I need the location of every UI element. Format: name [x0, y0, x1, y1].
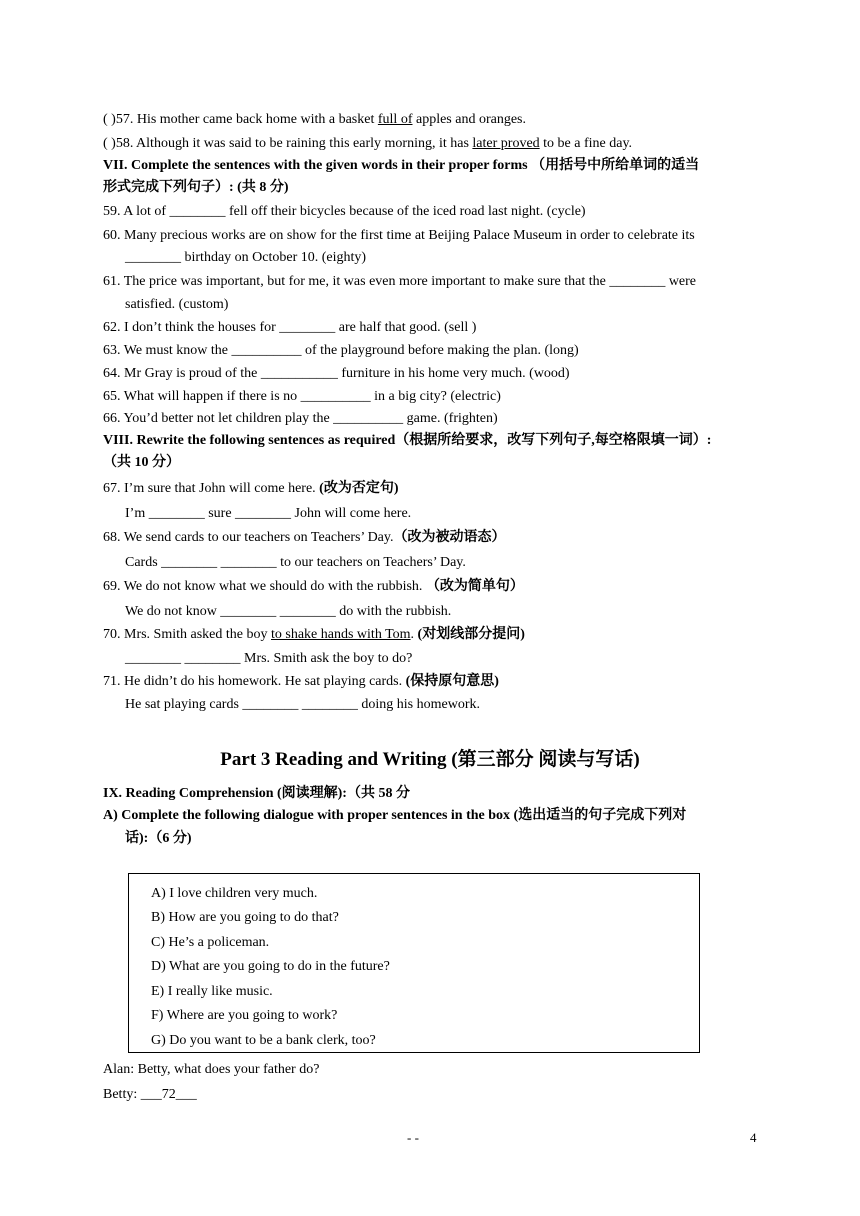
underlined-phrase: to shake hands with Tom [271, 627, 411, 642]
question-63: 63. We must know the __________ of the playground before making the plan. (long) [103, 343, 579, 358]
question-61: 61. The price was important, but for me, it was even more important to make sure that the ________ were [103, 274, 697, 289]
question-70: 70. Mrs. Smith asked the boy to shake hands with Tom. (对划线部分提问) [103, 627, 525, 642]
section-8-heading: VIII. Rewrite the following sentences as required（根据所给要求，改写下列句子,每空格限填一词）: [103, 433, 712, 448]
page-number: 4 [750, 1130, 757, 1145]
section-9a-heading: A) Complete the following dialogue with proper sentences in the box (选出适当的句子完成下列对 [103, 808, 687, 823]
question-60: 60. Many precious works are on show for the first time at Beijing Palace Museum in order to celebrate its [103, 228, 695, 243]
question-65: 65. What will happen if there is no __________ in a big city? (electric) [103, 389, 501, 404]
answer-71: He sat playing cards ________ ________ doing his homework. [125, 697, 481, 712]
underlined-phrase: full of [377, 112, 413, 127]
question-59: 59. A lot of ________ fell off their bicycles because of the iced road last night. (cycle) [103, 204, 586, 219]
answer-68: Cards ________ ________ to our teachers on Teachers’ Day. [125, 555, 466, 570]
answer-69: We do not know ________ ________ do with the rubbish. [125, 604, 452, 619]
question-60-cont: ________ birthday on October 10. (eighty) [125, 250, 367, 265]
question-58: ( )58. Although it was said to be raining this early morning, it has later proved to be a fine day. [103, 136, 633, 151]
instruction: (改为否定句) [319, 481, 399, 496]
instruction: （改为简单句） [425, 579, 524, 594]
instruction: (对划线部分提问) [417, 627, 525, 642]
option-e: E) I really like music. [151, 984, 273, 999]
instruction: (保持原句意思) [405, 674, 499, 689]
dialogue-alan: Alan: Betty, what does your father do? [103, 1062, 320, 1077]
instruction: （改为被动语态） [393, 530, 506, 545]
option-b: B) How are you going to do that? [151, 910, 339, 925]
options-box [128, 873, 700, 1053]
section-7-heading: VII. Complete the sentences with the given words in their proper forms （用括号中所给单词的适当 [103, 158, 700, 173]
question-57: ( )57. His mother came back home with a basket full of apples and oranges. [103, 112, 527, 127]
section-7-heading-cont: 形式完成下列句子）: (共 8 分) [103, 180, 289, 195]
question-69: 69. We do not know what we should do with the rubbish. （改为简单句） [103, 579, 524, 594]
option-f: F) Where are you going to work? [151, 1008, 338, 1023]
part-3-title: Part 3 Reading and Writing (第三部分 阅读与写话) [220, 749, 640, 770]
question-62: 62. I don’t think the houses for ________ are half that good. (sell ) [103, 320, 477, 335]
option-c: C) He’s a policeman. [151, 935, 270, 950]
dialogue-betty: Betty: ___72___ [103, 1087, 197, 1102]
section-8-heading-cont: （共 10 分） [103, 455, 180, 470]
section-9a-heading-cont: 话):（6 分) [125, 831, 192, 846]
footer-dashes: - - [407, 1130, 419, 1145]
question-66: 66. You’d better not let children play the __________ game. (frighten) [103, 411, 498, 426]
option-a: A) I love children very much. [151, 886, 318, 901]
underlined-phrase: later proved [472, 136, 540, 151]
question-68: 68. We send cards to our teachers on Teachers’ Day.（改为被动语态） [103, 530, 506, 545]
option-d: D) What are you going to do in the future? [151, 959, 390, 974]
question-61-cont: satisfied. (custom) [125, 297, 229, 312]
answer-blank-72[interactable]: ___72___ [140, 1087, 197, 1102]
answer-70: ________ ________ Mrs. Smith ask the boy to do? [125, 651, 413, 666]
question-67: 67. I’m sure that John will come here. (改为否定句) [103, 481, 399, 496]
question-64: 64. Mr Gray is proud of the ___________ furniture in his home very much. (wood) [103, 366, 570, 381]
answer-paren: ( ) [103, 136, 116, 151]
question-71: 71. He didn’t do his homework. He sat playing cards. (保持原句意思) [103, 674, 499, 689]
option-g: G) Do you want to be a bank clerk, too? [151, 1033, 376, 1048]
section-9-heading: IX. Reading Comprehension (阅读理解):（共 58 分 [103, 786, 410, 801]
answer-paren: ( ) [103, 112, 116, 127]
answer-67: I’m ________ sure ________ John will come here. [125, 506, 412, 521]
